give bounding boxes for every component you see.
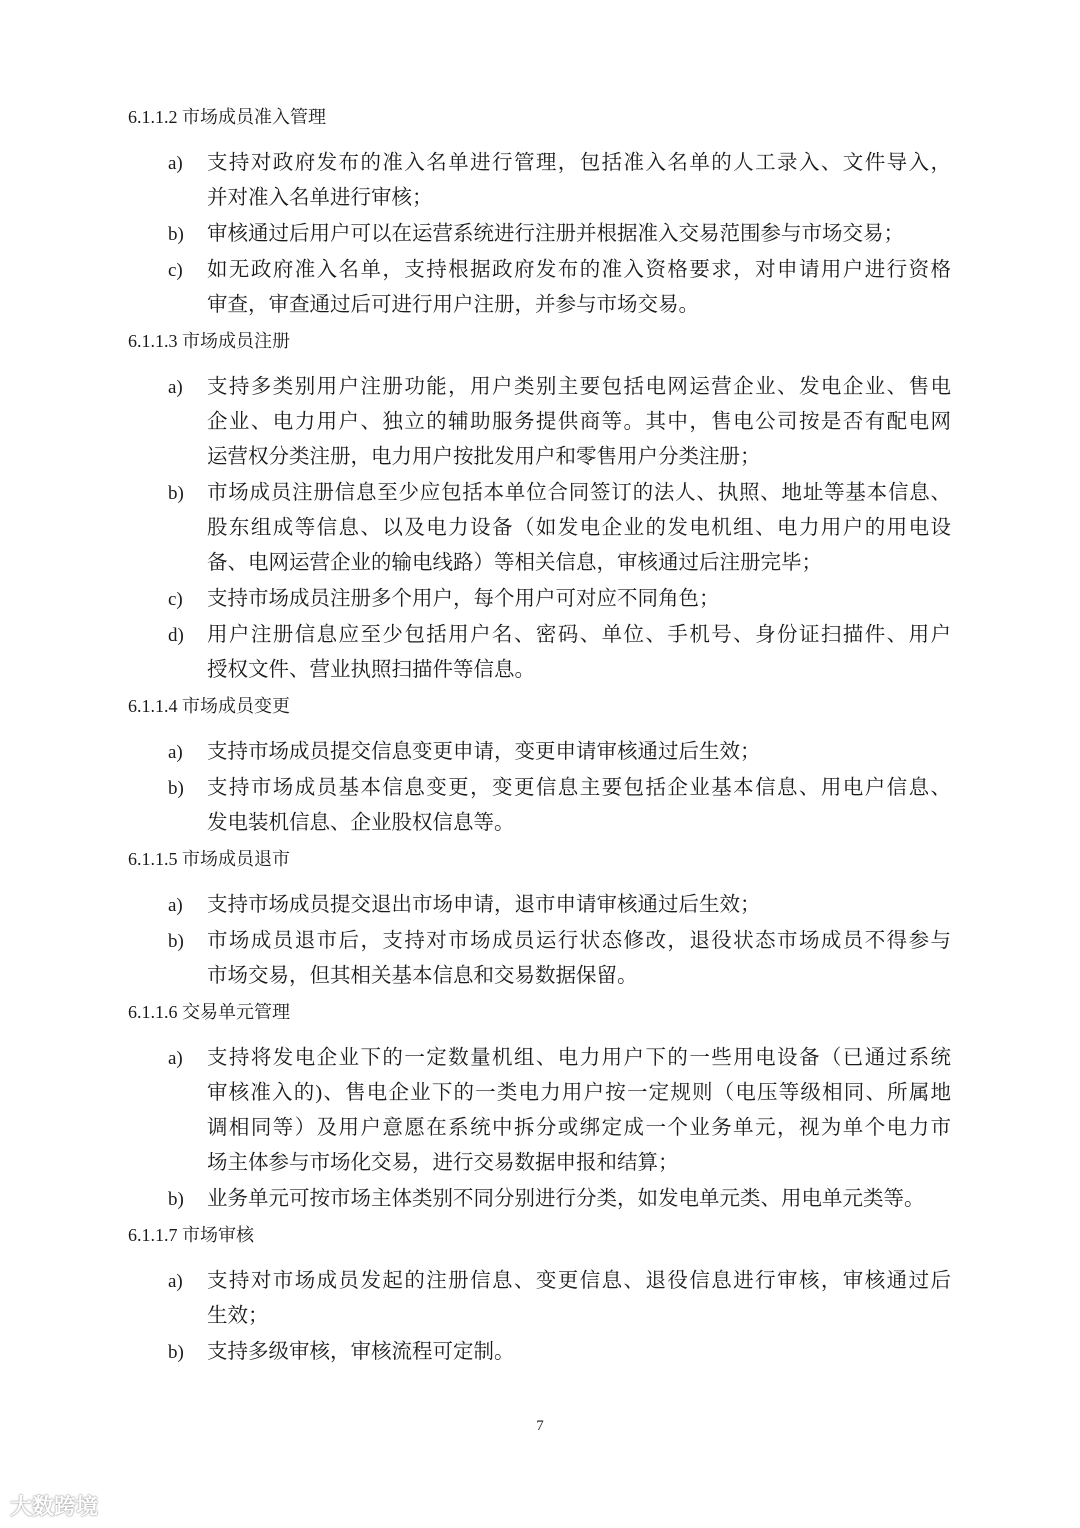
text-line: 支持市场成员提交信息变更申请，变更申请审核通过后生效； bbox=[207, 741, 761, 763]
list-item-label: b) bbox=[168, 483, 184, 504]
text-line: 市场成员退市后，支持对市场成员运行状态修改，退役状态市场成员不得参与 bbox=[207, 930, 951, 952]
section bbox=[0, 842, 1080, 994]
list-item-text bbox=[207, 370, 951, 475]
list-item-label: b) bbox=[168, 1342, 184, 1363]
text-line: 支持对市场成员发起的注册信息、变更信息、退役信息进行审核，审核通过后 bbox=[207, 1270, 951, 1292]
list-item bbox=[0, 476, 1080, 581]
list-item bbox=[0, 146, 1080, 216]
text-line: 支持将发电企业下的一定数量机组、电力用户下的一些用电设备（已通过系统 bbox=[207, 1047, 951, 1069]
list-item-label: b) bbox=[168, 224, 184, 245]
list-item bbox=[0, 771, 1080, 841]
list-item-text bbox=[207, 888, 951, 923]
list-item-text bbox=[207, 1182, 951, 1217]
document-body bbox=[0, 100, 1080, 1371]
text-line: 支持多级审核，审核流程可定制。 bbox=[207, 1341, 515, 1363]
list-item-label: b) bbox=[168, 778, 184, 799]
text-line: 用户注册信息应至少包括用户名、密码、单位、手机号、身份证扫描件、用户 bbox=[207, 624, 951, 646]
section bbox=[0, 100, 1080, 323]
text-line: 股东组成等信息、以及电力设备（如发电企业的发电机组、电力用户的用电设 bbox=[207, 517, 951, 539]
list-item bbox=[0, 618, 1080, 688]
list-item-text bbox=[207, 146, 951, 216]
list-item-text bbox=[207, 735, 951, 770]
list-item-text bbox=[207, 253, 951, 323]
list-item-label: c) bbox=[168, 589, 183, 610]
list-item-text bbox=[207, 582, 951, 617]
text-line: 场主体参与市场化交易，进行交易数据申报和结算； bbox=[207, 1152, 679, 1174]
text-line: 授权文件、营业执照扫描件等信息。 bbox=[207, 659, 535, 681]
list-item-text bbox=[207, 771, 951, 841]
list-item-text bbox=[207, 924, 951, 994]
text-line: 审核通过后用户可以在运营系统进行注册并根据准入交易范围参与市场交易； bbox=[207, 223, 904, 245]
list-item bbox=[0, 735, 1080, 770]
text-line: 并对准入名单进行审核； bbox=[207, 187, 433, 209]
text-line: 业务单元可按市场主体类别不同分别进行分类，如发电单元类、用电单元类等。 bbox=[207, 1188, 925, 1210]
text-line: 支持市场成员注册多个用户，每个用户可对应不同角色； bbox=[207, 588, 720, 610]
text-line: 支持多类别用户注册功能，用户类别主要包括电网运营企业、发电企业、售电 bbox=[207, 376, 951, 398]
list-item-text bbox=[207, 1335, 951, 1370]
list-item-label: d) bbox=[168, 625, 184, 646]
text-line: 企业、电力用户、独立的辅助服务提供商等。其中，售电公司按是否有配电网 bbox=[207, 411, 951, 433]
list-item-text bbox=[207, 1264, 951, 1334]
list-item-label: a) bbox=[168, 1271, 183, 1292]
list-item bbox=[0, 253, 1080, 323]
text-line: 市场成员注册信息至少应包括本单位合同签订的法人、执照、地址等基本信息、 bbox=[207, 482, 951, 504]
section-heading: 6.1.1.5 市场成员退市 bbox=[128, 849, 290, 869]
section bbox=[0, 1218, 1080, 1370]
list-item bbox=[0, 217, 1080, 252]
section-heading: 6.1.1.6 交易单元管理 bbox=[128, 1002, 290, 1022]
section bbox=[0, 689, 1080, 841]
list-item bbox=[0, 1264, 1080, 1334]
text-line: 审核准入的)、售电企业下的一类电力用户按一定规则（电压等级相同、所属地 bbox=[207, 1082, 951, 1104]
section bbox=[0, 995, 1080, 1217]
list-item-text bbox=[207, 618, 951, 688]
list-item bbox=[0, 924, 1080, 994]
section-heading: 6.1.1.7 市场审核 bbox=[128, 1225, 254, 1245]
list-item-label: b) bbox=[168, 931, 184, 952]
text-line: 支持市场成员提交退出市场申请，退市申请审核通过后生效； bbox=[207, 894, 761, 916]
list-item bbox=[0, 1041, 1080, 1181]
watermark-logo: 大数跨境 bbox=[10, 1495, 99, 1520]
page-number: 7 bbox=[536, 1418, 544, 1434]
section bbox=[0, 324, 1080, 688]
text-line: 支持市场成员基本信息变更，变更信息主要包括企业基本信息、用电户信息、 bbox=[207, 777, 951, 799]
list-item-label: b) bbox=[168, 1189, 184, 1210]
text-line: 支持对政府发布的准入名单进行管理，包括准入名单的人工录入、文件导入， bbox=[207, 152, 951, 174]
list-item-label: a) bbox=[168, 742, 183, 763]
list-item-text bbox=[207, 217, 951, 252]
text-line: 生效； bbox=[207, 1305, 269, 1327]
list-item bbox=[0, 370, 1080, 475]
section-heading: 6.1.1.4 市场成员变更 bbox=[128, 696, 290, 716]
list-item-label: a) bbox=[168, 153, 183, 174]
text-line: 备、电网运营企业的输电线路）等相关信息，审核通过后注册完毕； bbox=[207, 552, 822, 574]
text-line: 审查，审查通过后可进行用户注册，并参与市场交易。 bbox=[207, 294, 699, 316]
list-item-label: a) bbox=[168, 895, 183, 916]
list-item bbox=[0, 888, 1080, 923]
text-line: 运营权分类注册，电力用户按批发用户和零售用户分类注册； bbox=[207, 446, 761, 468]
section-heading: 6.1.1.2 市场成员准入管理 bbox=[128, 107, 326, 127]
section-heading: 6.1.1.3 市场成员注册 bbox=[128, 331, 290, 351]
list-item bbox=[0, 1182, 1080, 1217]
list-item-label: a) bbox=[168, 377, 183, 398]
list-item-label: a) bbox=[168, 1048, 183, 1069]
list-item-label: c) bbox=[168, 260, 183, 281]
list-item bbox=[0, 1335, 1080, 1370]
text-line: 市场交易，但其相关基本信息和交易数据保留。 bbox=[207, 965, 638, 987]
text-line: 发电装机信息、企业股权信息等。 bbox=[207, 812, 515, 834]
list-item-text bbox=[207, 1041, 951, 1181]
text-line: 调相同等）及用户意愿在系统中拆分或绑定成一个业务单元，视为单个电力市 bbox=[207, 1117, 951, 1139]
list-item-text bbox=[207, 476, 951, 581]
text-line: 如无政府准入名单，支持根据政府发布的准入资格要求，对申请用户进行资格 bbox=[207, 259, 951, 281]
list-item bbox=[0, 582, 1080, 617]
